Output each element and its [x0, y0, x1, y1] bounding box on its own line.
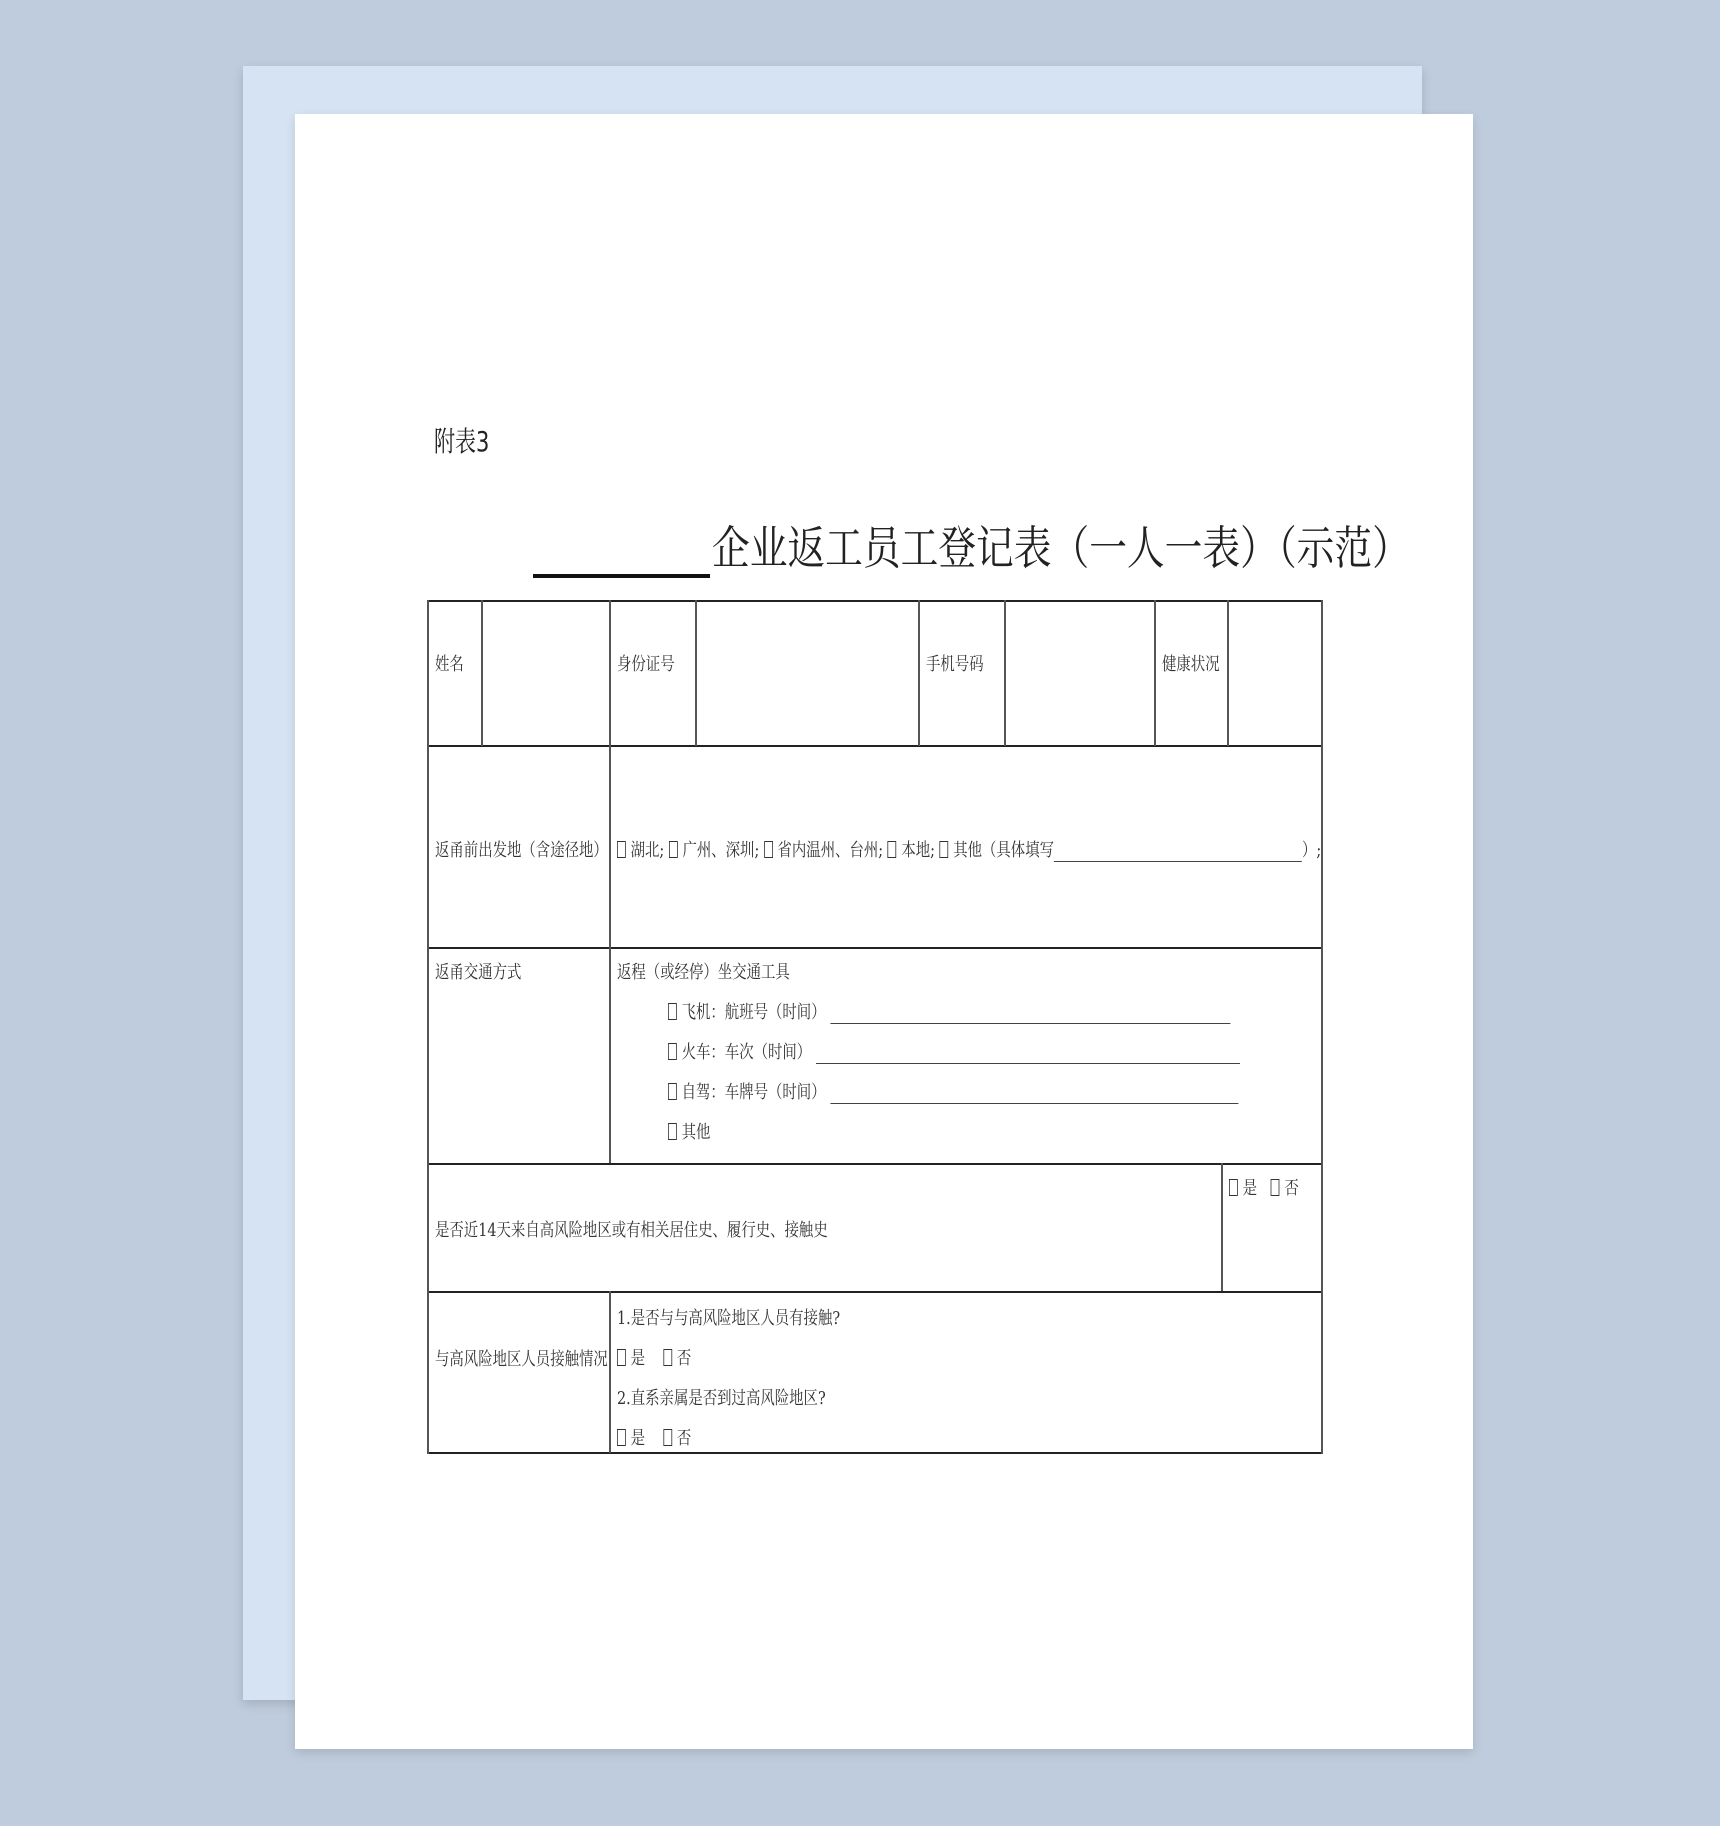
checkbox-icon[interactable]: [1229, 1179, 1238, 1196]
contact-question-1: 1.是否与与高风险地区人员有接触?: [617, 1308, 841, 1329]
checkbox-icon[interactable]: [764, 841, 773, 858]
health-label: 健康状况: [1162, 654, 1220, 675]
risk-history-no[interactable]: 否: [1271, 1178, 1299, 1199]
name-field[interactable]: [483, 602, 608, 744]
phone-field[interactable]: [1006, 602, 1153, 744]
risk-history-yes[interactable]: 是: [1229, 1178, 1257, 1199]
checkbox-icon[interactable]: [668, 1043, 677, 1060]
contact-q1-options: [617, 1344, 691, 1370]
title-text: 企业返工员工登记表（一人一表）（示范）: [712, 521, 1410, 575]
contact-label: 与高风险地区人员接触情况: [435, 1349, 608, 1370]
origin-other-input[interactable]: [1054, 844, 1302, 862]
annex-label: 附表3: [434, 425, 490, 458]
risk-history-label: 是否近14天来自高风险地区或有相关居住史、履行史、接触史: [435, 1220, 828, 1241]
checkbox-icon[interactable]: [617, 1349, 626, 1366]
contact-q1-no[interactable]: 否: [663, 1348, 691, 1369]
checkbox-icon[interactable]: [617, 1429, 626, 1446]
contact-q2-no[interactable]: 否: [663, 1428, 691, 1449]
transport-label: 返甬交通方式: [435, 962, 522, 983]
checkbox-icon[interactable]: [668, 1003, 677, 1020]
train-input[interactable]: [816, 1046, 1240, 1064]
checkbox-icon[interactable]: [669, 841, 678, 858]
origin-option-guangzhou-shenzhen[interactable]: 广州、深圳;: [669, 840, 759, 861]
checkbox-icon[interactable]: [668, 1083, 677, 1100]
origin-option-wenzhou-taizhou[interactable]: 省内温州、台州;: [764, 840, 883, 861]
checkbox-icon[interactable]: [940, 841, 949, 858]
contact-q2-options: [617, 1424, 691, 1450]
transport-intro: 返程（或经停）坐交通工具: [617, 962, 790, 983]
name-label: 姓名: [435, 654, 464, 675]
origin-option-local[interactable]: 本地;: [888, 840, 935, 861]
origin-label: 返甬前出发地（含途径地）: [435, 840, 608, 861]
flight-input[interactable]: [830, 1006, 1230, 1024]
checkbox-icon[interactable]: [1271, 1179, 1280, 1196]
checkbox-icon[interactable]: [663, 1429, 672, 1446]
checkbox-icon[interactable]: [888, 841, 897, 858]
page-title: [533, 512, 1563, 578]
checkbox-icon[interactable]: [617, 841, 626, 858]
plate-input[interactable]: [830, 1086, 1238, 1104]
origin-options: 湖北; 广州、深圳; 省内温州、台州; 本地; 其他（具体填写 ）;: [617, 836, 1321, 862]
id-number-label: 身份证号: [617, 654, 675, 675]
risk-history-options: [1229, 1174, 1299, 1200]
transport-option-car[interactable]: 自驾：车牌号（时间）: [668, 1078, 1238, 1104]
contact-question-2: 2.直系亲属是否到过高风险地区?: [617, 1388, 826, 1409]
company-name-blank[interactable]: [533, 526, 710, 578]
checkbox-icon[interactable]: [668, 1123, 677, 1140]
id-number-field[interactable]: [697, 602, 917, 744]
health-field[interactable]: [1229, 602, 1320, 744]
origin-option-hubei[interactable]: 湖北;: [617, 840, 664, 861]
transport-option-train[interactable]: 火车：车次（时间）: [668, 1038, 1240, 1064]
contact-q1-yes[interactable]: 是: [617, 1348, 645, 1369]
checkbox-icon[interactable]: [663, 1349, 672, 1366]
transport-option-other[interactable]: 其他: [668, 1118, 710, 1144]
contact-q2-yes[interactable]: 是: [617, 1428, 645, 1449]
phone-label: 手机号码: [926, 654, 984, 675]
origin-option-other[interactable]: 其他（具体填写: [940, 840, 1054, 861]
transport-option-plane[interactable]: 飞机：航班号（时间）: [668, 998, 1230, 1024]
document-page: [295, 114, 1473, 1749]
